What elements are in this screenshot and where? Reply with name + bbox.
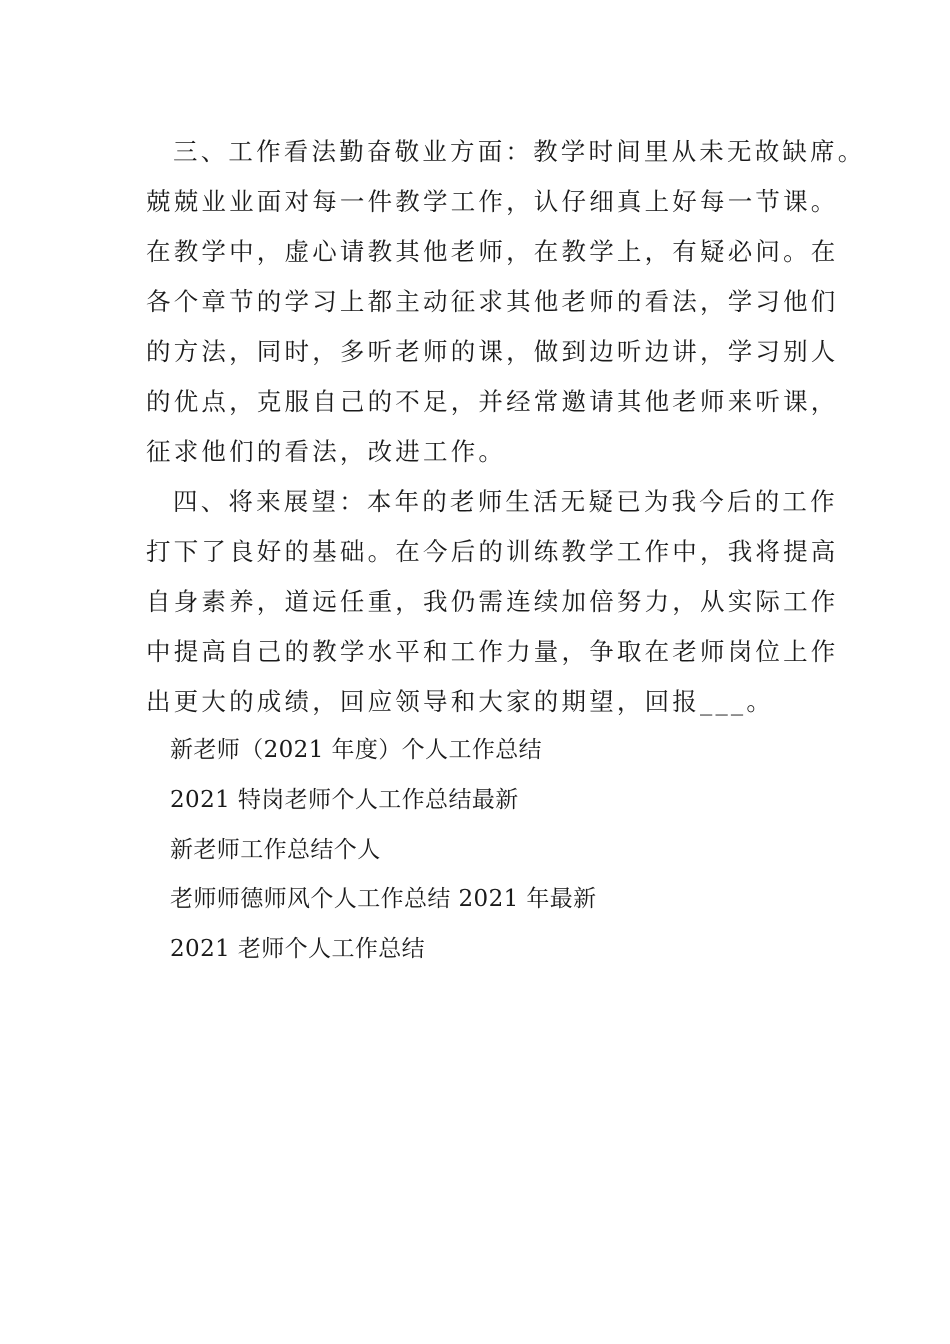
paragraph-line: 的优点，克服自己的不足，并经常邀请其他老师来听课， xyxy=(146,387,839,416)
paragraph-line: 自身素养，道远任重，我仍需连续加倍努力，从实际工作 xyxy=(146,587,839,616)
paragraph-line: 兢兢业业面对每一件教学工作，认仔细真上好每一节课。 xyxy=(146,187,839,216)
paragraph-line: 征求他们的看法，改进工作。 xyxy=(146,437,507,466)
paragraph-line: 各个章节的学习上都主动征求其他老师的看法，学习他们 xyxy=(146,287,839,316)
paragraph-line: 三、工作看法勤奋敬业方面：教学时间里从未无故缺席。 xyxy=(173,137,866,166)
paragraph-line: 出更大的成绩，回应领导和大家的期望，回报___。 xyxy=(146,687,775,716)
related-link-item[interactable]: 2021 老师个人工作总结 xyxy=(170,936,426,962)
related-link-item[interactable]: 新老师工作总结个人 xyxy=(170,837,381,863)
related-link-item[interactable]: 老师师德师风个人工作总结 2021 年最新 xyxy=(170,886,597,912)
paragraph-line: 的方法，同时，多听老师的课，做到边听边讲，学习别人 xyxy=(146,337,839,366)
related-link-item[interactable]: 新老师（2021 年度）个人工作总结 xyxy=(170,737,543,763)
paragraph-line: 打下了良好的基础。在今后的训练教学工作中，我将提高 xyxy=(146,537,839,566)
paragraph-line: 中提高自己的教学水平和工作力量，争取在老师岗位上作 xyxy=(146,637,839,666)
paragraph-line: 四、将来展望：本年的老师生活无疑已为我今后的工作 xyxy=(173,487,838,516)
related-link-item[interactable]: 2021 特岗老师个人工作总结最新 xyxy=(170,787,519,813)
paragraph-line: 在教学中，虚心请教其他老师，在教学上，有疑必问。在 xyxy=(146,237,839,266)
